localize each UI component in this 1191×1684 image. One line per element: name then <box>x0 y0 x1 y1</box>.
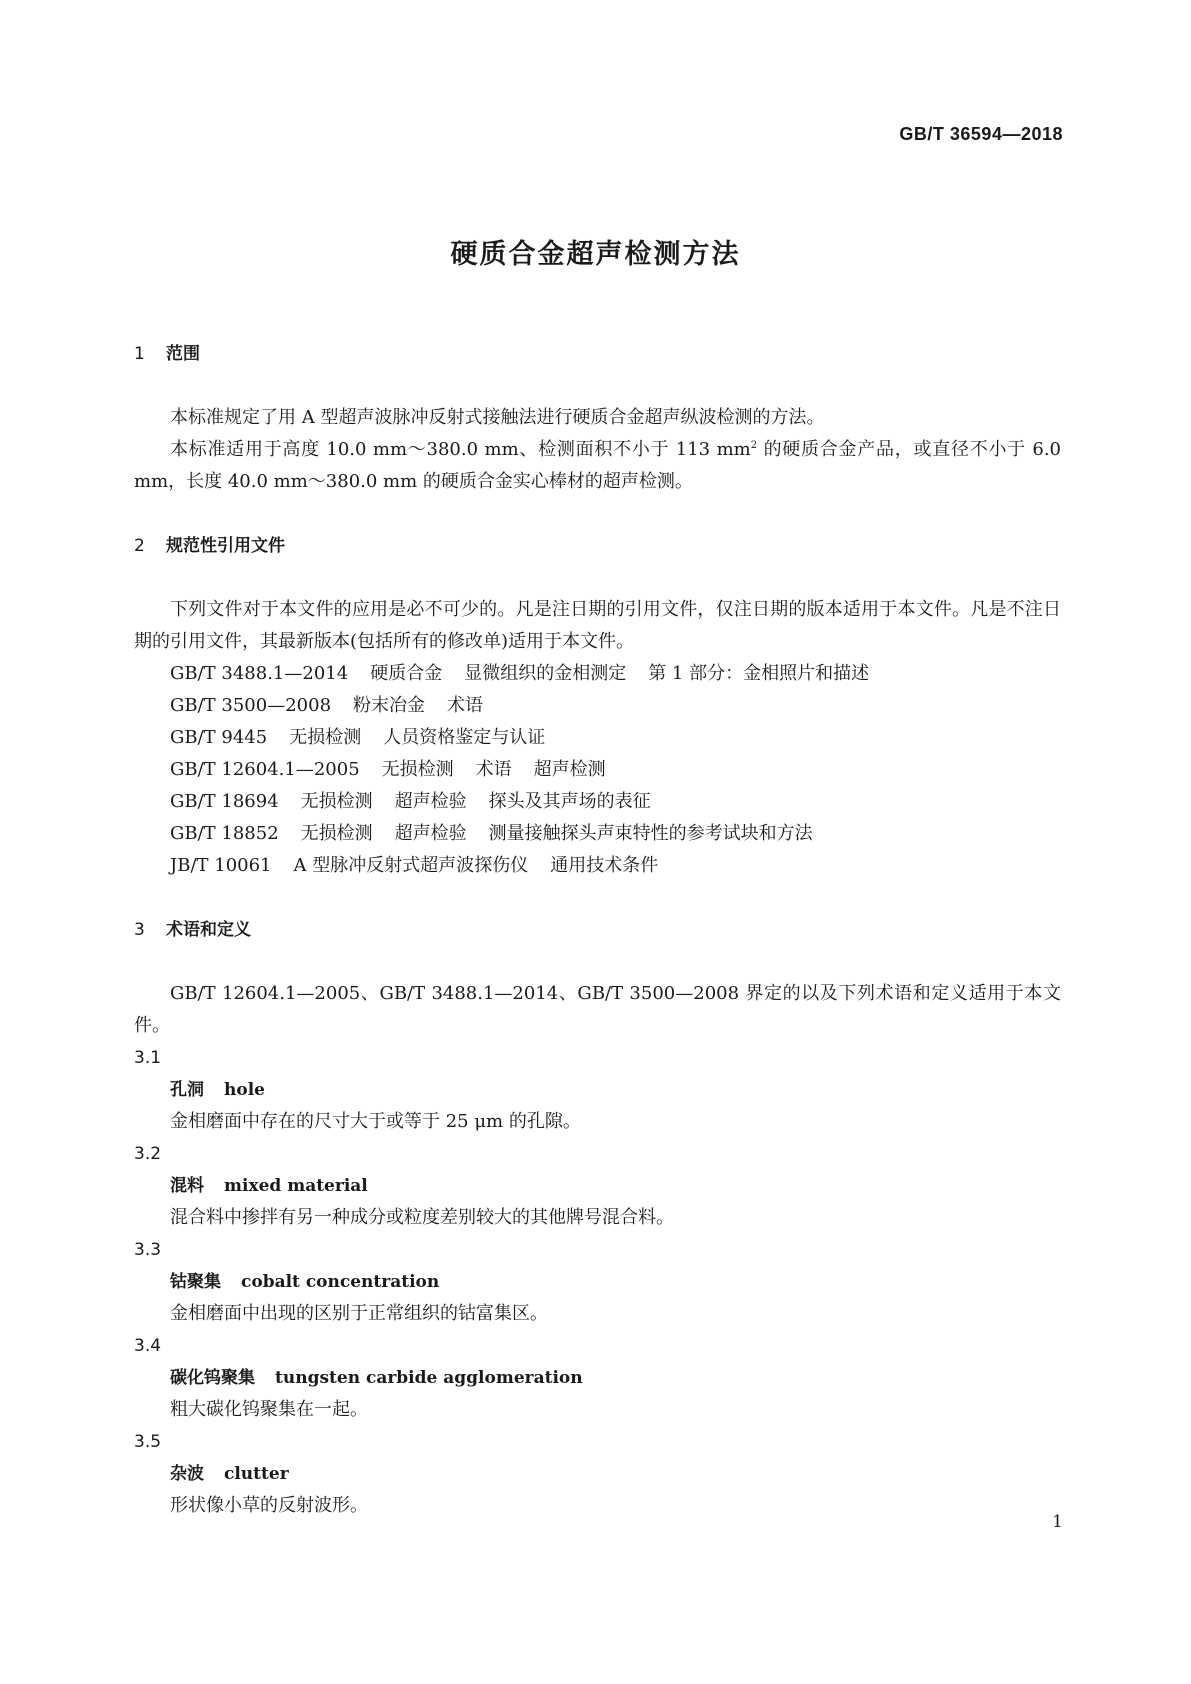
page-number: 1 <box>1052 1512 1063 1532</box>
reference-title-part: 术语 <box>475 759 512 780</box>
reference-item <box>134 786 1061 818</box>
scope-paragraph-1: 本标准规定了用 A 型超声波脉冲反射式接触法进行硬质合金超声纵波检测的方法。 <box>170 407 825 428</box>
term-definition: 金相磨面中存在的尺寸大于或等于 25 μm 的孔隙。 <box>170 1111 581 1132</box>
term-list <box>134 1042 1061 1522</box>
reference-code: GB/T 3488.1—2014 <box>170 663 349 684</box>
document-title: 硬质合金超声检测方法 <box>450 239 741 270</box>
section-number: 3 <box>134 920 145 940</box>
section-title: 范围 <box>166 344 200 364</box>
reference-title-part: 硬质合金 <box>370 663 443 684</box>
reference-title-part: 无损检测 <box>300 791 373 812</box>
reference-title-part: 显微组织的金相测定 <box>464 663 627 684</box>
term-definition: 混合料中掺拌有另一种成分或粒度差别较大的其他牌号混合料。 <box>170 1207 674 1228</box>
reference-code: GB/T 18852 <box>170 823 279 844</box>
reference-item <box>134 722 1061 754</box>
reference-title-part: 探头及其声场的表征 <box>488 791 651 812</box>
reference-title-part: 无损检测 <box>300 823 373 844</box>
references-intro: 下列文件对于本文件的应用是必不可少的。凡是注日期的引用文件，仅注日期的版本适用于本文件。凡是不注日期的引用文件，其最新版本(包括所有的修改单)适用于本文件。 <box>134 599 1061 652</box>
term-name <box>134 1362 1061 1394</box>
term-name-en: clutter <box>224 1464 289 1484</box>
reference-item <box>134 658 1061 690</box>
reference-title-part: 无损检测 <box>289 727 362 748</box>
standard-code: GB/T 36594—2018 <box>899 124 1063 144</box>
section-3-heading <box>134 918 1061 942</box>
term-name-zh: 碳化钨聚集 <box>170 1368 255 1388</box>
document-body <box>134 342 1061 1522</box>
term-name <box>134 1074 1061 1106</box>
reference-title-part: A 型脉冲反射式超声波探伤仪 <box>293 855 529 876</box>
reference-item <box>134 850 1061 882</box>
reference-item <box>134 690 1061 722</box>
reference-title-part: 术语 <box>447 695 484 716</box>
term-name <box>134 1458 1061 1490</box>
term-name <box>134 1170 1061 1202</box>
term-name-zh: 混料 <box>170 1176 204 1196</box>
reference-list <box>134 658 1061 882</box>
reference-title-part: 粉末冶金 <box>353 695 426 716</box>
reference-title-part: 超声检验 <box>394 823 467 844</box>
term-number: 3.2 <box>134 1144 162 1164</box>
reference-code: JB/T 10061 <box>170 855 272 876</box>
term-number: 3.5 <box>134 1432 162 1452</box>
reference-item <box>134 818 1061 850</box>
reference-title-part: 超声检测 <box>533 759 606 780</box>
reference-code: GB/T 12604.1—2005 <box>170 759 360 780</box>
reference-title-part: 通用技术条件 <box>550 855 659 876</box>
terms-intro: GB/T 12604.1—2005、GB/T 3488.1—2014、GB/T 3500—2008 界定的以及下列术语和定义适用于本文件。 <box>134 983 1061 1036</box>
term-definition: 金相磨面中出现的区别于正常组织的钴富集区。 <box>170 1303 548 1324</box>
reference-title-part: 测量接触探头声束特性的参考试块和方法 <box>488 823 813 844</box>
term-name-zh: 杂波 <box>170 1464 204 1484</box>
section-number: 1 <box>134 344 145 364</box>
term-name <box>134 1266 1061 1298</box>
term-definition: 形状像小草的反射波形。 <box>170 1495 368 1516</box>
reference-item <box>134 754 1061 786</box>
term-name-en: tungsten carbide agglomeration <box>275 1368 583 1388</box>
term-definition: 粗大碳化钨聚集在一起。 <box>170 1399 368 1420</box>
term-name-zh: 钴聚集 <box>170 1272 221 1292</box>
reference-title-part: 第 1 部分：金相照片和描述 <box>648 663 870 684</box>
section-1-heading <box>134 342 1061 366</box>
section-title: 规范性引用文件 <box>166 536 285 556</box>
scope-paragraph-2: 本标准适用于高度 10.0 mm～380.0 mm、检测面积不小于 113 $mm^2$ 的硬质合金产品，或直径不小于 6.0 mm，长度 40.0 mm～380.0 mm 的硬质合金实心棒材的超声检测。 <box>134 439 1062 492</box>
section-number: 2 <box>134 536 145 556</box>
reference-title-part: 无损检测 <box>381 759 454 780</box>
term-name-zh: 孔洞 <box>170 1080 204 1100</box>
reference-code: GB/T 18694 <box>170 791 279 812</box>
reference-code: GB/T 3500—2008 <box>170 695 332 716</box>
term-name-en: cobalt concentration <box>241 1272 440 1292</box>
term-number: 3.1 <box>134 1048 162 1068</box>
reference-title-part: 人员资格鉴定与认证 <box>383 727 546 748</box>
section-2-heading <box>134 534 1061 558</box>
term-name-en: mixed material <box>224 1176 368 1196</box>
term-name-en: hole <box>224 1080 265 1100</box>
reference-title-part: 超声检验 <box>394 791 467 812</box>
term-number: 3.3 <box>134 1240 162 1260</box>
term-number: 3.4 <box>134 1336 162 1356</box>
section-title: 术语和定义 <box>166 920 251 940</box>
reference-code: GB/T 9445 <box>170 727 268 748</box>
